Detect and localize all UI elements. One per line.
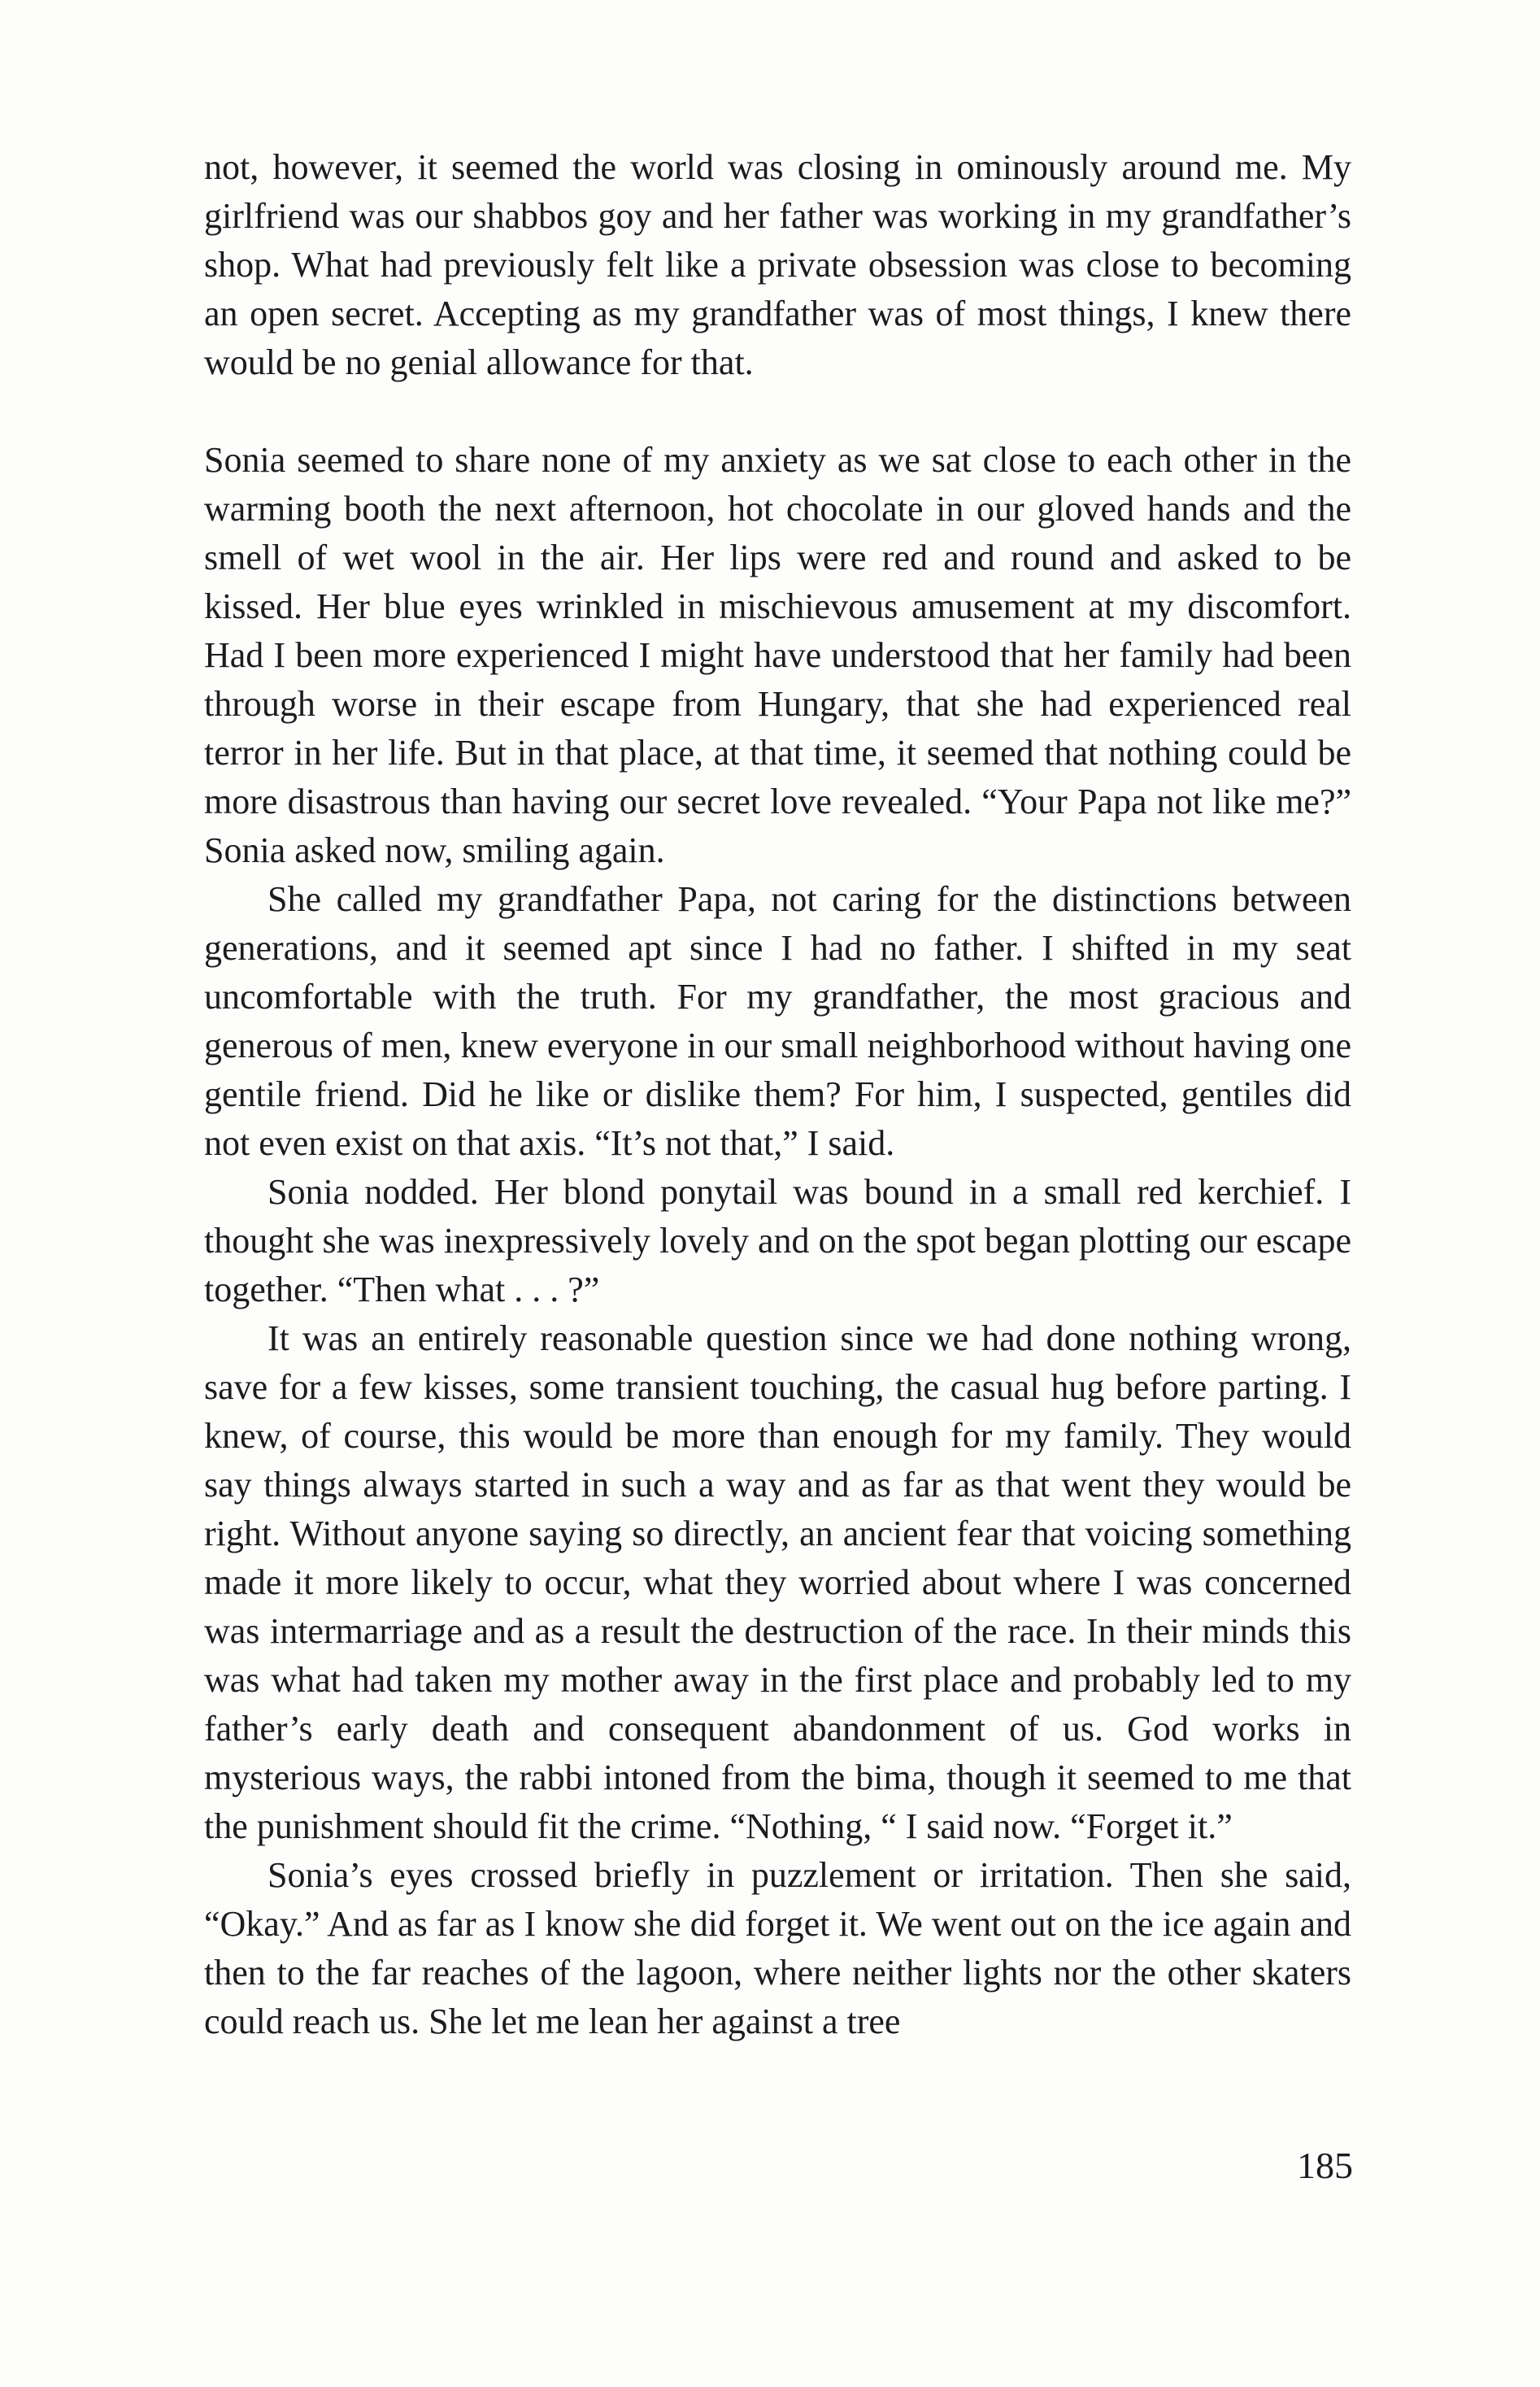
paragraph: She called my grandfather Papa, not caring for the distinctions between generations, and it seemed apt since I had no father. I shifted in my seat uncomfortable with the truth. For my grandfather, the most gracious and generous of men, knew everyone in our small neighborhood without having one gentile friend. Did he like or dislike them? For him, I suspected, gentiles did not even exist on that axis. “It’s not that,” I said.: [204, 879, 1351, 1163]
paragraph: Sonia nodded. Her blond ponytail was bound in a small red kerchief. I thought she was inexpressively lovely and on the spot began plotting our escape together. “Then what . . . ?”: [204, 1172, 1351, 1309]
body-text: [204, 143, 1351, 2046]
page-number: 185: [1297, 2145, 1353, 2186]
paragraph-section-start: Sonia seemed to share none of my anxiety as we sat close to each other in the warming booth the next afternoon, hot chocolate in our gloved hands and the smell of wet wool in the air. Her lips were red and round and asked to be kissed. Her blue eyes wrinkled in mischievous amusement at my discomfort. Had I been more experienced I might have understood that her family had been through worse in their escape from Hungary, that she had experienced real terror in her life. But in that place, at that time, it seemed that nothing could be more disastrous than having our secret love revealed. “Your Papa not like me?” Sonia asked now, smiling again.: [204, 440, 1351, 870]
paragraph-continued: not, however, it seemed the world was closing in ominously around me. My girlfriend was our shabbos goy and her father was working in my grandfather’s shop. What had previously felt like a private obsession was close to becoming an open secret. Accepting as my grandfather was of most things, I knew there would be no genial allowance for that.: [204, 147, 1351, 382]
paragraph: It was an entirely reasonable question since we had done nothing wrong, save for a few kisses, some transient touching, the casual hug before parting. I knew, of course, this would be more than enough for my family. They would say things always started in such a way and as far as that went they would be right. Without anyone saying so directly, an ancient fear that voicing something made it more likely to occur, what they worried about where I was concerned was intermarriage and as a result the destruction of the race. In their minds this was what had taken my mother away in the first place and probably led to my father’s early death and consequent abandonment of us. God works in mysterious ways, the rabbi intoned from the bima, though it seemed to me that the punishment should fit the crime. “Nothing, “ I said now. “Forget it.”: [204, 1318, 1351, 1846]
paragraph: Sonia’s eyes crossed briefly in puzzlement or irritation. Then she said, “Okay.” And as far as I know she did forget it. We went out on the ice again and then to the far reaches of the lagoon, where neither lights nor the other skaters could reach us. She let me lean her against a tree: [204, 1855, 1351, 2041]
